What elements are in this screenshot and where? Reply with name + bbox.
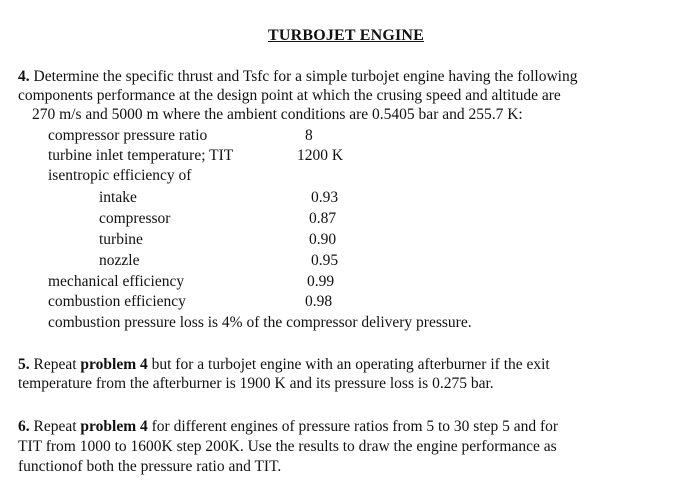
efficiency-value: 0.93 [311,189,339,206]
other-label: combustion efficiency [48,293,186,310]
problem-6-line-2: TIT from 1000 to 1600K step 200K. Use the results to draw the engine performance as [18,438,557,455]
problem-5-line-1 [18,355,678,374]
problem-6-pre: Repeat [33,418,77,435]
problem-5-pre: Repeat [33,356,77,373]
param-label: turbine inlet temperature; TIT [48,147,234,164]
param-label: isentropic efficiency of [48,167,192,184]
problem-6-ref: problem 4 [80,418,148,435]
problem-4-number: 4. [18,68,30,85]
param-value: 1200 K [297,147,344,164]
param-label: compressor pressure ratio [48,127,208,144]
efficiency-value: 0.95 [311,252,339,269]
efficiency-value: 0.87 [309,210,337,227]
problem-4-line-1 [18,67,678,86]
problem-6-line-3: functionof both the pressure ratio and TIT. [18,458,282,475]
problem-4-line-2: components performance at the design point at which the crusing speed and altitude are [18,87,561,104]
problem-6-line-1 [18,417,678,436]
other-label: mechanical efficiency [48,273,185,290]
page-title: TURBOJET ENGINE [267,27,425,44]
other-value: 0.98 [305,293,333,310]
efficiency-label: intake [99,189,137,206]
problem-5-number: 5. [18,356,30,373]
problem-5-ref: problem 4 [80,356,148,373]
efficiency-value: 0.90 [309,231,337,248]
param-value: 8 [305,127,313,144]
problem-6-post: for different engines of pressure ratios from 5 to 30 step 5 and for [151,418,559,435]
efficiency-label: compressor [99,210,171,227]
efficiency-label: nozzle [99,252,140,269]
other-value: 0.99 [307,273,335,290]
pressure-loss-text: combustion pressure loss is 4% of the compressor delivery pressure. [48,314,472,331]
problem-5-post: but for a turbojet engine with an operating afterburner if the exit [151,356,550,373]
problem-4-text-1: Determine the specific thrust and Tsfc for a simple turbojet engine having the following [33,68,578,85]
problem-6-number: 6. [18,418,30,435]
problem-5-line-2: temperature from the afterburner is 1900 K and its pressure loss is 0.275 bar. [18,375,494,392]
efficiency-label: turbine [99,231,143,248]
problem-4-line-3: 270 m/s and 5000 m where the ambient conditions are 0.5405 bar and 255.7 K: [32,106,523,123]
